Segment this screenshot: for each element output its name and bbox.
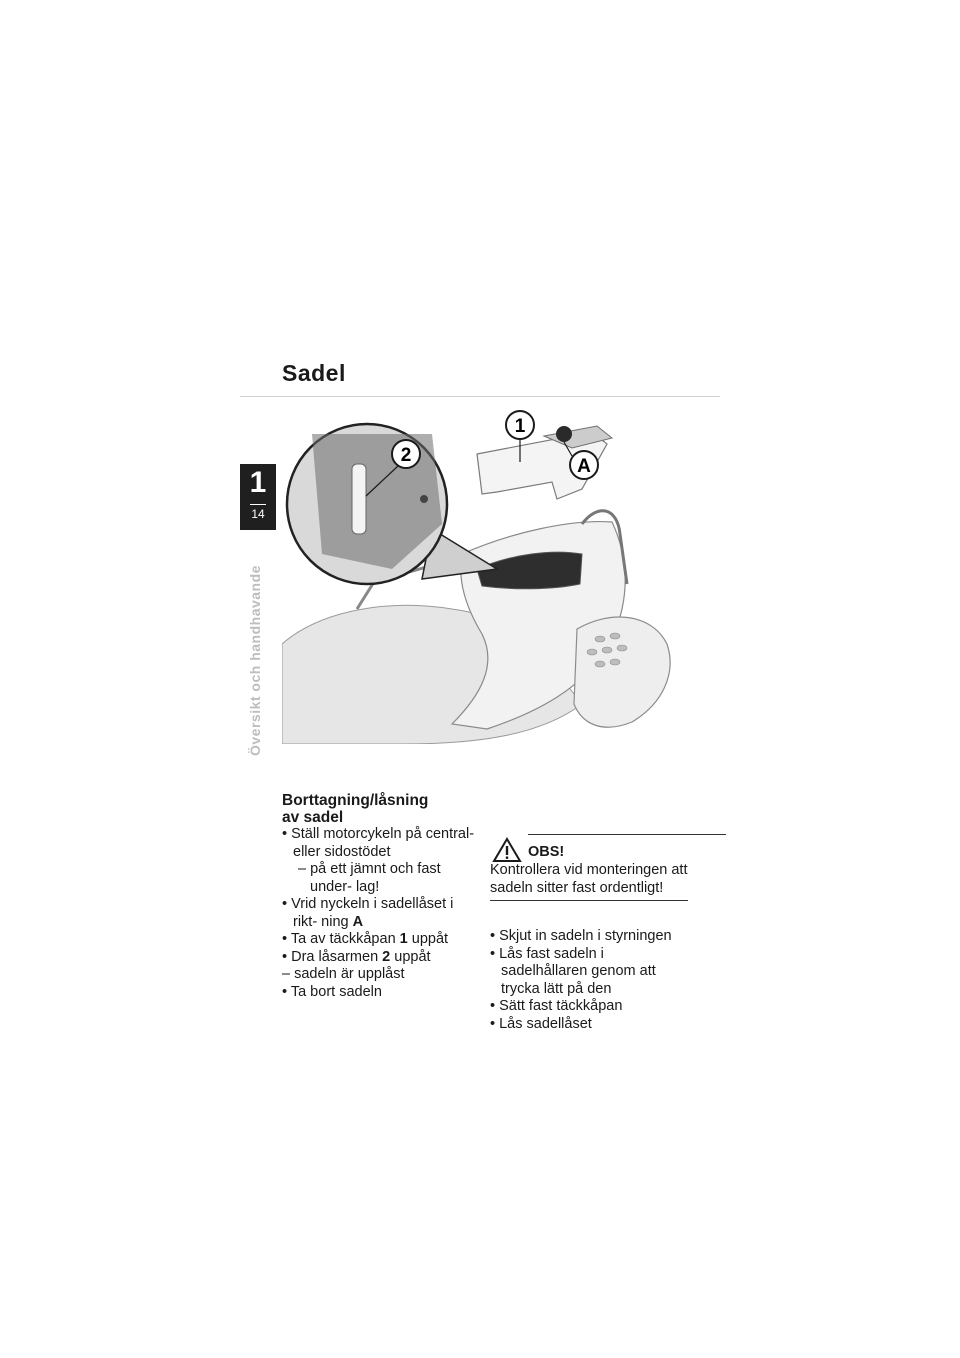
chapter-tab-divider: [250, 504, 266, 505]
exhaust-shape: [574, 617, 670, 727]
warning-header: [490, 835, 690, 861]
step-press-seat: • Lås fast sadeln i sadelhållaren genom att trycka lätt på den: [490, 945, 656, 997]
title-rule: [240, 396, 720, 397]
callout-1-label: 1: [514, 416, 526, 437]
step-fit-cover: • Sätt fast täckkåpan: [490, 998, 623, 1014]
seat-removal-illustration: [282, 404, 702, 744]
side-chapter-label: Översikt och handhavande: [247, 565, 263, 756]
removal-instructions: [282, 792, 478, 1001]
chapter-number: 1: [249, 466, 267, 499]
section-heading: [282, 792, 478, 826]
callout-A-label: A: [577, 456, 591, 477]
step-pull-lever: • Dra låsarmen 2 uppåt: [282, 948, 431, 965]
lock-key: [556, 426, 572, 442]
callout-2-label: 2: [400, 445, 412, 466]
section-heading-line1: Borttagning/låsning: [282, 792, 429, 809]
section-heading-line2: av sadel: [282, 809, 344, 826]
warning-icon: [492, 837, 522, 863]
warning-text: Kontrollera vid monteringen att sadeln sitter fast ordentligt!: [490, 862, 688, 896]
step-stand-note: – på ett jämnt och fast under- lag!: [298, 861, 441, 895]
step-stand: • Ställ motorcykeln på central- eller sidostödet: [282, 826, 475, 860]
step-unlocked-note: – sadeln är upplåst: [282, 966, 405, 982]
step-turn-key: • Vrid nyckeln i sadellåset i rikt- ning A: [282, 896, 454, 930]
chapter-tab: [240, 464, 276, 530]
step-slide-in: • Skjut in sadeln i styrningen: [490, 928, 672, 944]
step-remove-cover: • Ta av täckkåpan 1 uppåt: [282, 931, 449, 947]
page-title: Sadel: [282, 360, 346, 386]
step-lock-seat: • Lås sadellåset: [490, 1015, 592, 1032]
detail-lock-arm: [352, 464, 366, 534]
installation-instructions: [490, 832, 690, 1033]
page-number: 14: [251, 507, 265, 521]
warning-title: OBS!: [528, 844, 565, 860]
step-remove-seat: • Ta bort sadeln: [282, 983, 382, 1000]
detail-screw: [420, 495, 428, 503]
